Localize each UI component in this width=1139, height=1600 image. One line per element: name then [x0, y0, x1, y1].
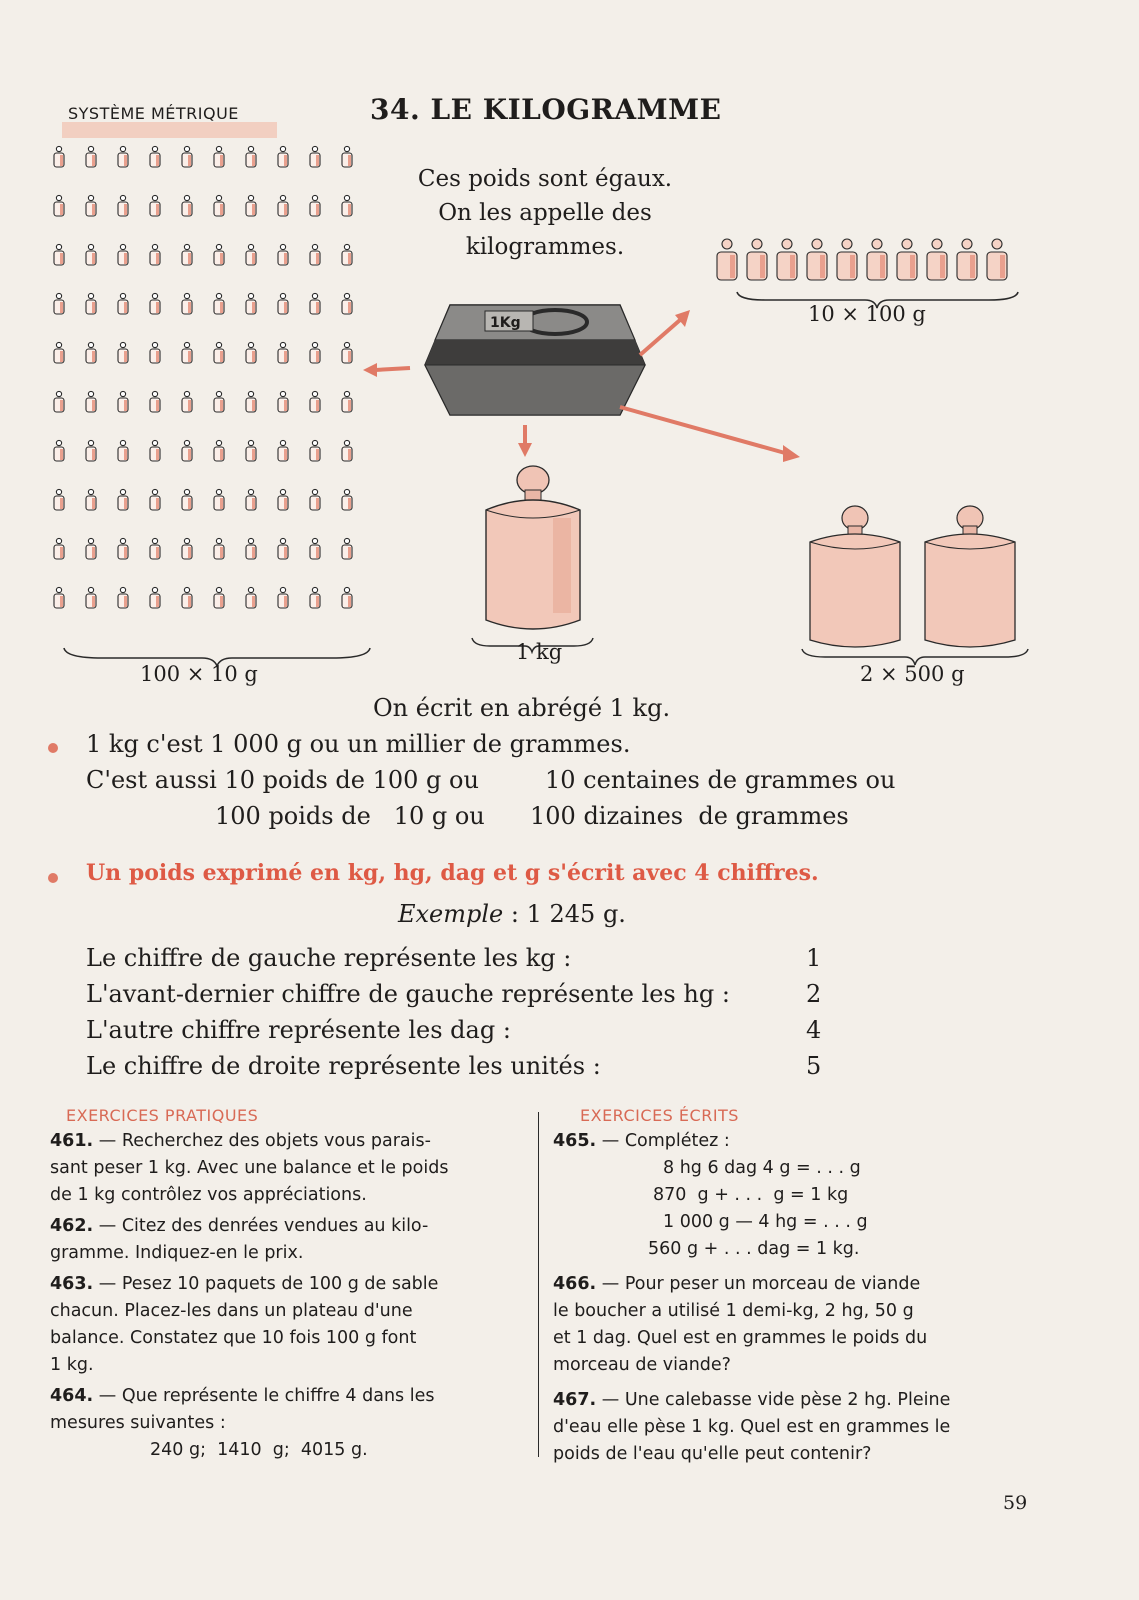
label-hundred-weights: 10 × 100 g	[808, 302, 926, 326]
ten-gram-weight	[278, 440, 288, 461]
ten-gram-weight	[150, 391, 160, 412]
exercise-467	[553, 1387, 1029, 1468]
ten-gram-weight	[150, 440, 160, 461]
ten-gram-weight	[310, 538, 320, 559]
ten-gram-weight	[214, 293, 224, 314]
digit-row-3-value: 4	[806, 1016, 822, 1044]
ten-gram-weight	[150, 293, 160, 314]
section-label-highlight	[62, 122, 277, 138]
exercise-467-number: 467.	[553, 1390, 597, 1410]
ten-gram-weight	[182, 195, 192, 216]
ten-gram-weight	[342, 391, 352, 412]
ten-gram-weight	[214, 587, 224, 608]
exercise-462-line: — Citez des denrées vendues au kilo-	[98, 1216, 429, 1236]
ten-gram-weight	[118, 342, 128, 363]
four-digit-rule: Un poids exprimé en kg, hg, dag et g s'écrit avec 4 chiffres.	[86, 860, 819, 886]
exercise-463-line: chacun. Placez-les dans un plateau d'une	[50, 1301, 413, 1321]
ten-gram-weight	[342, 244, 352, 265]
ten-gram-weight	[214, 195, 224, 216]
hundred-gram-weight	[717, 239, 737, 280]
bullet1-line3a: 100 poids de 10 g ou	[215, 802, 485, 830]
exercise-465-number: 465.	[553, 1131, 597, 1151]
label-half-kg: 2 × 500 g	[860, 662, 965, 686]
hundred-gram-weights-row	[712, 236, 1027, 286]
bullet1-line2a: C'est aussi 10 poids de 100 g ou	[86, 766, 479, 794]
bullet1-line3b: 100 dizaines de grammes	[530, 802, 849, 830]
ten-gram-weight	[86, 587, 96, 608]
ten-gram-weight	[150, 146, 160, 167]
practical-exercises-heading: EXERCICES PRATIQUES	[66, 1106, 259, 1125]
ten-gram-weight	[310, 195, 320, 216]
ten-gram-weight	[246, 342, 256, 363]
ten-gram-weight	[118, 146, 128, 167]
ten-gram-weight	[118, 244, 128, 265]
ten-gram-weight	[342, 489, 352, 510]
ten-gram-weight	[182, 440, 192, 461]
ten-gram-weight	[86, 195, 96, 216]
exercise-463-line: — Pesez 10 paquets de 100 g de sable	[98, 1274, 439, 1294]
ten-gram-weight	[342, 195, 352, 216]
ten-gram-weight	[310, 587, 320, 608]
ten-gram-weight	[54, 146, 64, 167]
ten-gram-weight	[182, 244, 192, 265]
ten-gram-weight	[150, 244, 160, 265]
ten-gram-weight	[86, 391, 96, 412]
ten-gram-weights-grid	[48, 140, 368, 630]
arrow-down-head	[518, 443, 532, 457]
ten-gram-weight	[54, 244, 64, 265]
ten-gram-weight	[86, 489, 96, 510]
bullet1-line1: 1 kg c'est 1 000 g ou un millier de grammes.	[86, 730, 631, 758]
ten-gram-weight	[182, 538, 192, 559]
exercise-465-line: 8 hg 6 dag 4 g = . . . g	[663, 1158, 861, 1178]
exercise-465-line: 1 000 g — 4 hg = . . . g	[663, 1212, 868, 1232]
ten-gram-weight	[118, 587, 128, 608]
ten-gram-weight	[54, 538, 64, 559]
exercise-464-number: 464.	[50, 1386, 94, 1406]
exercise-464	[50, 1383, 528, 1464]
hundred-gram-weight	[957, 239, 977, 280]
digit-row-1-text: Le chiffre de gauche représente les kg :	[86, 944, 572, 972]
ten-gram-weight	[278, 146, 288, 167]
ten-gram-weight	[278, 489, 288, 510]
ten-gram-weight	[246, 538, 256, 559]
ten-gram-weight	[310, 293, 320, 314]
ten-gram-weight	[182, 146, 192, 167]
bullet-2	[48, 873, 58, 883]
practical-exercises	[50, 1128, 528, 1464]
ten-gram-weight	[310, 440, 320, 461]
ten-gram-weight	[54, 391, 64, 412]
example-line	[398, 900, 626, 928]
exercise-465-line: 560 g + . . . dag = 1 kg.	[648, 1239, 860, 1259]
ten-gram-weight	[246, 489, 256, 510]
digit-row-2-value: 2	[806, 980, 822, 1008]
digit-row-4-value: 5	[806, 1052, 822, 1080]
exercise-467-line: d'eau elle pèse 1 kg. Quel est en grammes le	[553, 1417, 951, 1437]
ten-gram-weight	[278, 342, 288, 363]
ten-gram-weight	[86, 538, 96, 559]
bullet-1	[48, 743, 58, 753]
exercise-464-line: mesures suivantes :	[50, 1413, 226, 1433]
exercise-466-line: et 1 dag. Quel est en grammes le poids du	[553, 1328, 928, 1348]
exercise-461-line: sant peser 1 kg. Avec une balance et le poids	[50, 1158, 449, 1178]
one-kilogram-weight	[478, 460, 588, 640]
ten-gram-weight	[86, 293, 96, 314]
ten-gram-weight	[54, 293, 64, 314]
exercise-467-line: poids de l'eau qu'elle peut contenir?	[553, 1444, 872, 1464]
ten-gram-weight	[54, 195, 64, 216]
ten-gram-weight	[150, 587, 160, 608]
ten-gram-weight	[182, 342, 192, 363]
exercise-463	[50, 1271, 528, 1379]
ten-gram-weight	[310, 342, 320, 363]
example-label: Exemple	[398, 900, 504, 928]
digit-row-3-text: L'autre chiffre représente les dag :	[86, 1016, 511, 1044]
ten-gram-weight	[342, 587, 352, 608]
exercise-461-number: 461.	[50, 1131, 94, 1151]
ten-gram-weight	[310, 244, 320, 265]
page-number: 59	[1003, 1492, 1028, 1514]
digit-row-4-text: Le chiffre de droite représente les unités :	[86, 1052, 601, 1080]
ten-gram-weight	[214, 489, 224, 510]
ten-gram-weight	[246, 293, 256, 314]
hundred-gram-weight	[987, 239, 1007, 280]
arrow-up-right	[640, 320, 680, 355]
ten-gram-weight	[246, 440, 256, 461]
example-value: : 1 245 g.	[503, 900, 626, 928]
ten-gram-weight	[182, 293, 192, 314]
ten-gram-weight	[246, 587, 256, 608]
ten-gram-weight	[150, 489, 160, 510]
ten-gram-weight	[150, 195, 160, 216]
ten-gram-weight	[342, 146, 352, 167]
hundred-gram-weight	[747, 239, 767, 280]
arrow-down-right-head	[783, 445, 800, 462]
arrow-left-head	[363, 363, 377, 377]
exercise-462-line: gramme. Indiquez-en le prix.	[50, 1243, 304, 1263]
abbreviation-line: On écrit en abrégé 1 kg.	[373, 694, 671, 722]
exercise-461-line: de 1 kg contrôlez vos appréciations.	[50, 1185, 367, 1205]
ten-gram-weight	[54, 440, 64, 461]
ten-gram-weight	[342, 440, 352, 461]
ten-gram-weight	[54, 587, 64, 608]
kg-block-label: 1Kg	[490, 315, 521, 331]
ten-gram-weight	[86, 244, 96, 265]
exercise-466-line: — Pour peser un morceau de viande	[601, 1274, 921, 1294]
ten-gram-weight	[214, 440, 224, 461]
hundred-gram-weight	[807, 239, 827, 280]
hundred-gram-weight	[837, 239, 857, 280]
exercise-465	[553, 1128, 1029, 1263]
digit-row-1-value: 1	[806, 944, 822, 972]
ten-gram-weight	[310, 489, 320, 510]
exercise-462	[50, 1213, 528, 1267]
ten-gram-weight	[54, 342, 64, 363]
ten-gram-weight	[246, 391, 256, 412]
exercise-464-line: — Que représente le chiffre 4 dans les	[98, 1386, 435, 1406]
column-divider	[538, 1112, 539, 1457]
lesson-title: 34. LE KILOGRAMME	[370, 93, 722, 126]
exercise-463-line: balance. Constatez que 10 fois 100 g font	[50, 1328, 417, 1348]
ten-gram-weight	[150, 342, 160, 363]
exercise-464-measures: 240 g; 1410 g; 4015 g.	[150, 1440, 368, 1460]
exercise-463-line: 1 kg.	[50, 1355, 94, 1375]
exercise-461	[50, 1128, 528, 1209]
ten-gram-weight	[310, 391, 320, 412]
intro-line-3: kilogrammes.	[465, 234, 625, 260]
hundred-gram-weight	[777, 239, 797, 280]
ten-gram-weight	[214, 342, 224, 363]
arrow-left	[375, 368, 410, 370]
half-kg-weight-1	[810, 506, 900, 647]
half-kilogram-weights	[800, 500, 1030, 650]
intro-line-2: On les appelle des	[438, 200, 652, 226]
ten-gram-weight	[86, 440, 96, 461]
ten-gram-weight	[182, 587, 192, 608]
ten-gram-weight	[214, 146, 224, 167]
digit-row-2-text: L'avant-dernier chiffre de gauche représente les hg :	[86, 980, 730, 1008]
ten-gram-weight	[150, 538, 160, 559]
written-exercises	[553, 1128, 1029, 1468]
ten-gram-weight	[86, 342, 96, 363]
ten-gram-weight	[118, 293, 128, 314]
ten-gram-weight	[278, 244, 288, 265]
exercise-466-line: le boucher a utilisé 1 demi-kg, 2 hg, 50 g	[553, 1301, 914, 1321]
arrow-down-right	[620, 407, 785, 453]
ten-gram-weight	[182, 489, 192, 510]
exercise-463-number: 463.	[50, 1274, 94, 1294]
exercise-462-number: 462.	[50, 1216, 94, 1236]
exercise-466-line: morceau de viande?	[553, 1355, 731, 1375]
ten-gram-weight	[278, 538, 288, 559]
intro-line-1: Ces poids sont égaux.	[417, 166, 673, 192]
section-label: SYSTÈME MÉTRIQUE	[68, 104, 239, 123]
ten-gram-weight	[278, 587, 288, 608]
ten-gram-weight	[278, 391, 288, 412]
ten-gram-weight	[342, 293, 352, 314]
ten-gram-weight	[182, 391, 192, 412]
bullet1-line2b: 10 centaines de grammes ou	[545, 766, 896, 794]
ten-gram-weight	[118, 440, 128, 461]
ten-gram-weight	[342, 342, 352, 363]
exercise-466	[553, 1271, 1029, 1379]
ten-gram-weight	[246, 146, 256, 167]
exercise-466-number: 466.	[553, 1274, 597, 1294]
hundred-gram-weight	[927, 239, 947, 280]
written-exercises-heading: EXERCICES ÉCRITS	[580, 1106, 739, 1125]
exercise-465-intro: — Complétez :	[601, 1131, 730, 1151]
ten-gram-weight	[54, 489, 64, 510]
label-one-kg: 1 kg	[516, 640, 563, 664]
ten-gram-weight	[214, 538, 224, 559]
ten-gram-weight	[118, 391, 128, 412]
ten-gram-weight	[214, 391, 224, 412]
exercise-465-line: 870 g + . . . g = 1 kg	[653, 1185, 849, 1205]
ten-gram-weight	[278, 195, 288, 216]
ten-gram-weight	[118, 195, 128, 216]
ten-gram-weight	[246, 244, 256, 265]
ten-gram-weight	[278, 293, 288, 314]
intro-text	[380, 162, 710, 264]
exercise-467-line: — Une calebasse vide pèse 2 hg. Pleine	[601, 1390, 951, 1410]
hundred-gram-weight	[867, 239, 887, 280]
label-small-weights: 100 × 10 g	[140, 662, 258, 686]
ten-gram-weight	[86, 146, 96, 167]
ten-gram-weight	[118, 538, 128, 559]
ten-gram-weight	[342, 538, 352, 559]
half-kg-weight-2	[925, 506, 1015, 647]
exercise-461-line: — Recherchez des objets vous parais-	[98, 1131, 431, 1151]
hundred-gram-weight	[897, 239, 917, 280]
ten-gram-weight	[118, 489, 128, 510]
arrows	[355, 295, 825, 475]
ten-gram-weight	[310, 146, 320, 167]
ten-gram-weight	[214, 244, 224, 265]
ten-gram-weight	[246, 195, 256, 216]
